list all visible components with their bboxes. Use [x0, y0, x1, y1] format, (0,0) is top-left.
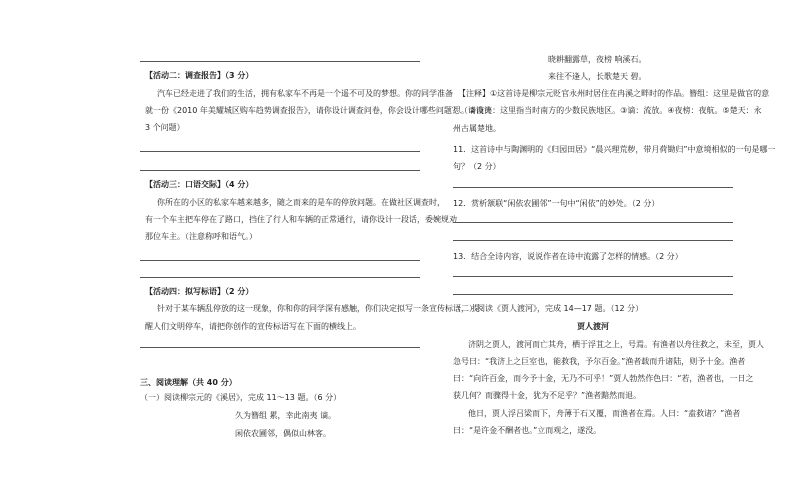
answer-line — [453, 187, 733, 188]
answer-line — [140, 347, 420, 348]
notes-line1: 【注释】①这首诗是柳宗元贬官永州时居住在冉溪之畔时的作品。簪组：这里是做官的意 — [458, 89, 770, 98]
poem-line3: 晓耕翻露草，夜榜 响溪石。 — [548, 55, 647, 64]
section3-sub1: （一）阅读柳宗元的《溪居》，完成 11～13 题。（6 分） — [140, 393, 342, 402]
answer-line — [140, 170, 420, 171]
passage-p3: 曰：“向许百金，而今予十金，无乃不可乎！”贾人勃然作色曰：“若，渔者也，一日之 — [453, 374, 754, 383]
answer-line — [140, 151, 420, 152]
answer-line — [453, 222, 733, 223]
activity4-line1: 针对于某车辆乱停放的这一现象，你和你的同学深有感触，你们决定拟写一条宣传标语， 提 — [157, 304, 480, 313]
part2-sub: （二）阅读《贾人渡河》，完成 14—17 题。（12 分） — [453, 304, 644, 313]
poem-line1: 久为簪组 累，幸此南夷 谪。 — [235, 411, 337, 420]
passage-p6: 曰：“是许金不酬者也。”立而观之，遂没。 — [453, 426, 602, 435]
poem-line4: 来往不逢人，长歌楚天 碧。 — [548, 72, 647, 81]
answer-line — [453, 240, 733, 241]
activity4-heading: 【活动四：拟写标语】（2 分） — [145, 287, 254, 296]
activity2-heading: 【活动二：调查报告】（3 分） — [145, 71, 254, 80]
activity3-line3: 那位车主。（注意称呼和语气。） — [145, 232, 257, 241]
activity2-line2: 就一份《2010 年美耀城区购车趋势调查报告》，请你设计调查问卷，你会设计哪些问题？（请设计 — [145, 106, 492, 115]
notes-line2: 思。②南夷：这里指当时南方的少数民族地区。③谪：流放。④夜榜：夜航。⑤楚天：永 — [453, 106, 762, 115]
passage-p4: 获几何？而骤得十金，犹为不足乎？”渔者黯然而退。 — [453, 391, 642, 400]
activity3-heading: 【活动三：口语交际】（4 分） — [145, 180, 254, 189]
answer-line — [140, 61, 420, 62]
passage-p2: 急号曰：“我济上之巨室也，能救我，予尔百金。”渔者载而升诸陆，则予十金。渔者 — [453, 357, 746, 366]
notes-line3: 州古属楚地。 — [453, 124, 501, 133]
answer-line — [140, 277, 420, 278]
section3-heading: 三、阅读理解（共 40 分） — [140, 378, 237, 387]
question-13: 13．结合全诗内容，说说作者在诗中流露了怎样的情感。（2 分） — [453, 252, 683, 261]
poem-line2: 闲依农圃邻，偶似山林客。 — [235, 429, 331, 438]
activity3-line1: 你所在的小区的私家车越来越多，随之而来的是车的停放问题。在做社区调查时， — [157, 198, 445, 207]
passage-p1: 济阴之贾人，渡河而亡其舟，栖于浮苴之上，号焉。有渔者以舟往救之，未至，贾人 — [468, 340, 764, 349]
passage-title: 贾人渡河 — [577, 322, 609, 331]
passage-p5: 他日，贾人浮吕梁而下，舟薄于石又覆，而渔者在焉。人曰：“盍救诸？”渔者 — [468, 409, 741, 418]
question-12: 12．赏析颔联“闲依农圃邻”一句中“闲依”的妙处。（2 分） — [453, 199, 660, 208]
answer-line — [453, 294, 733, 295]
question-11-line2: 句？（2 分） — [453, 162, 501, 171]
answer-line — [453, 276, 733, 277]
right-column — [448, 0, 776, 492]
activity3-line2: 有一个车主把车停在了路口，挡住了行人和车辆的正常通行，请你设计一段话，委婉规劝 — [145, 215, 457, 224]
question-11-line1: 11．这首诗中与陶渊明的《归园田居》“晨兴理荒秽，带月荷锄归”中意境相似的一句是哪一 — [453, 145, 776, 154]
activity2-line1: 汽车已经走进了我们的生活，拥有私家车不再是一个遥不可及的梦想。你的同学准备 — [157, 89, 453, 98]
activity2-line3: 3 个问题） — [145, 123, 185, 132]
answer-line — [140, 260, 420, 261]
activity4-line2: 醒人们文明停车，请把你创作的宣传标语写在下面的横线上。 — [145, 322, 361, 331]
